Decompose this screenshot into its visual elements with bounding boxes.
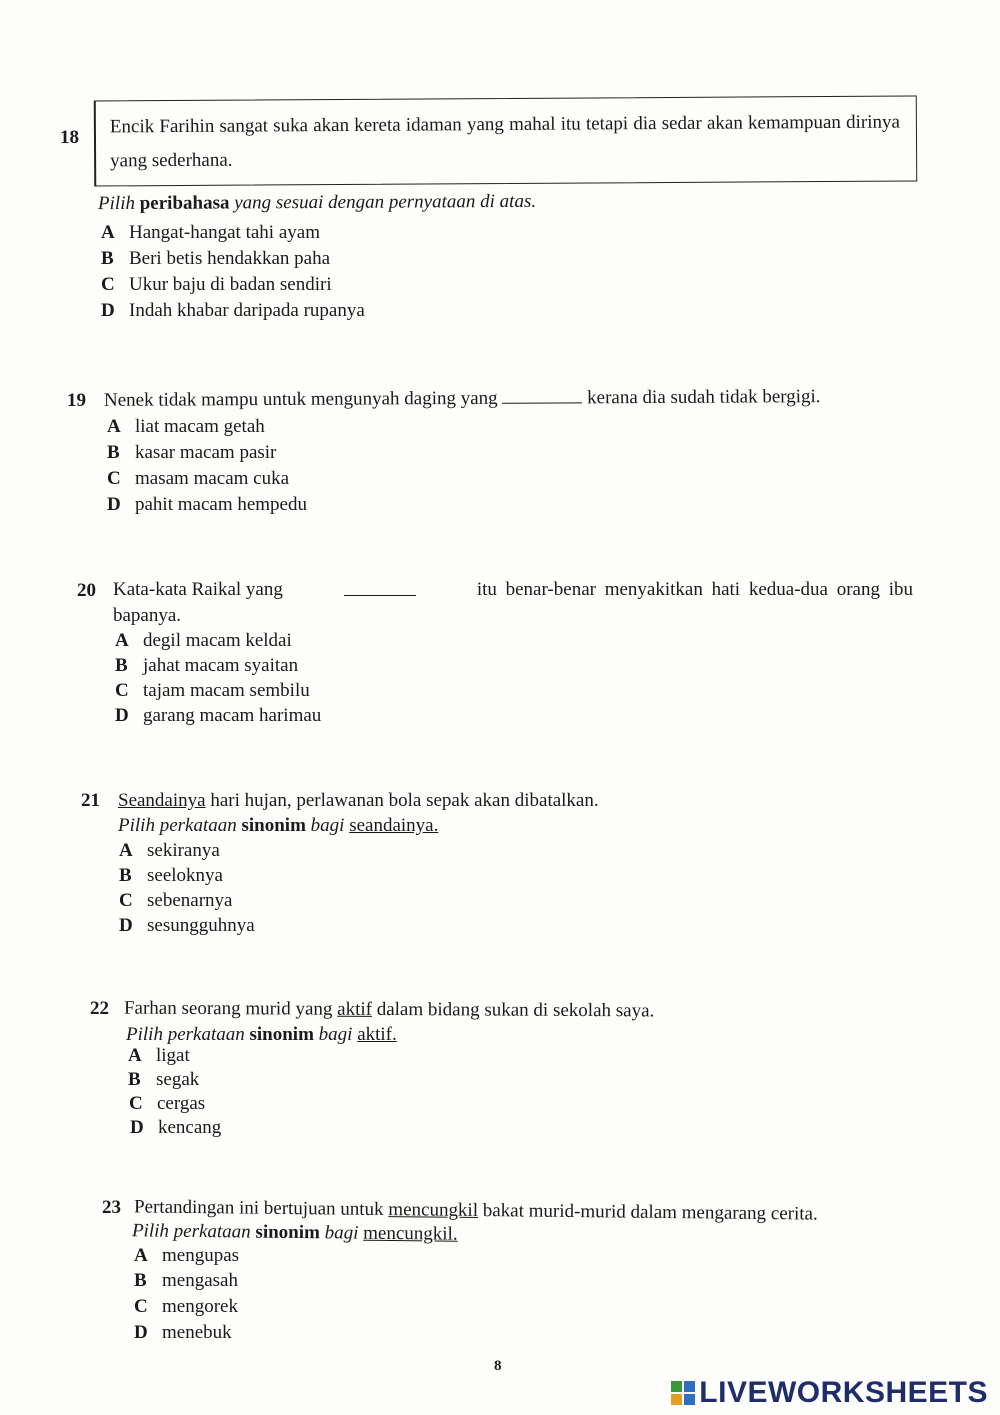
option-c[interactable]: C mengorek	[134, 1296, 238, 1317]
question-stem: Seandainya hari hujan, perlawanan bola sepak akan dibatalkan.	[118, 790, 599, 811]
option-b[interactable]: B kasar macam pasir	[107, 442, 277, 463]
option-a[interactable]: A liat macam getah	[107, 416, 265, 437]
option-b[interactable]: B segak	[128, 1069, 200, 1090]
option-b[interactable]: B jahat macam syaitan	[115, 655, 299, 676]
liveworksheets-icon	[671, 1381, 695, 1405]
target-word: mencungkil	[388, 1199, 479, 1222]
option-c[interactable]: C tajam macam sembilu	[115, 680, 310, 701]
question-stem-line2: bapanya.	[113, 605, 182, 626]
option-d[interactable]: D Indah khabar daripada rupanya	[101, 300, 365, 321]
question-number: 19	[67, 390, 86, 411]
question-instruction	[98, 191, 536, 215]
option-a[interactable]: A ligat	[128, 1045, 190, 1066]
option-b[interactable]: B seeloknya	[119, 865, 223, 886]
instruction-pre: Pilih	[97, 192, 136, 215]
question-stem: Kata-kata Raikal yang itu benar-benar menyakitkan hati kedua-dua orang ibu	[113, 579, 913, 600]
logo-letter-i	[684, 1381, 695, 1392]
option-d[interactable]: D pahit macam hempedu	[107, 494, 307, 515]
option-a[interactable]: A mengupas	[134, 1245, 240, 1266]
option-d[interactable]: D kencang	[130, 1117, 222, 1138]
option-d[interactable]: D sesungguhnya	[119, 915, 255, 936]
question-instruction: Pilih perkataan sinonim bagi seandainya.	[118, 815, 439, 836]
option-c[interactable]: C cergas	[129, 1093, 206, 1114]
target-word: aktif	[337, 998, 373, 1020]
question-number: 22	[90, 998, 109, 1019]
option-a[interactable]: A degil macam keldai	[115, 630, 292, 651]
question-stem: Pertandingan ini bertujuan untuk mencungkil bakat murid-murid dalam mengarang cerita.	[133, 1196, 818, 1225]
page-number: 8	[494, 1358, 502, 1374]
brand-name: LIVEWORKSHEETS	[699, 1376, 988, 1409]
logo-letter-l	[671, 1381, 682, 1392]
option-c[interactable]: C masam macam cuka	[107, 468, 290, 489]
question-instruction: Pilih perkataan sinonim bagi mencungkil.	[131, 1220, 458, 1245]
option-a[interactable]: A Hangat-hangat tahi ayam	[101, 222, 320, 243]
option-d[interactable]: D garang macam harimau	[115, 705, 322, 726]
option-c[interactable]: C Ukur baju di badan sendiri	[101, 274, 332, 295]
question-number: 18	[60, 127, 79, 148]
question-stem: Nenek tidak mampu untuk mengunyah daging yang kerana dia sudah tidak bergigi.	[103, 386, 821, 411]
question-stem: Encik Farihin sangat suka akan kereta idaman yang mahal itu tetapi dia sedar akan kemampuan dirinya yang sederhana.	[109, 111, 900, 172]
logo-letter-e	[684, 1394, 695, 1405]
answer-blank[interactable]	[344, 595, 416, 596]
question-instruction: Pilih perkataan sinonim bagi aktif.	[126, 1024, 397, 1045]
option-a[interactable]: A sekiranya	[119, 840, 220, 861]
liveworksheets-logo[interactable]	[671, 1376, 988, 1410]
option-b[interactable]: B Beri betis hendakkan paha	[101, 248, 331, 269]
option-c[interactable]: C sebenarnya	[119, 890, 233, 911]
logo-letter-v	[671, 1394, 682, 1405]
question-number: 23	[102, 1197, 121, 1218]
answer-blank[interactable]	[502, 402, 582, 403]
instruction-post: yang sesuai dengan pernyataan di atas.	[234, 190, 537, 214]
question-number: 20	[77, 580, 96, 601]
question-stem: Farhan seorang murid yang aktif dalam bidang sukan di sekolah saya.	[123, 997, 655, 1022]
target-word: Seandainya	[118, 790, 206, 811]
question-number: 21	[81, 790, 100, 811]
instruction-keyword: peribahasa	[139, 192, 230, 214]
option-d[interactable]: D menebuk	[134, 1322, 232, 1343]
option-b[interactable]: B mengasah	[134, 1270, 238, 1291]
